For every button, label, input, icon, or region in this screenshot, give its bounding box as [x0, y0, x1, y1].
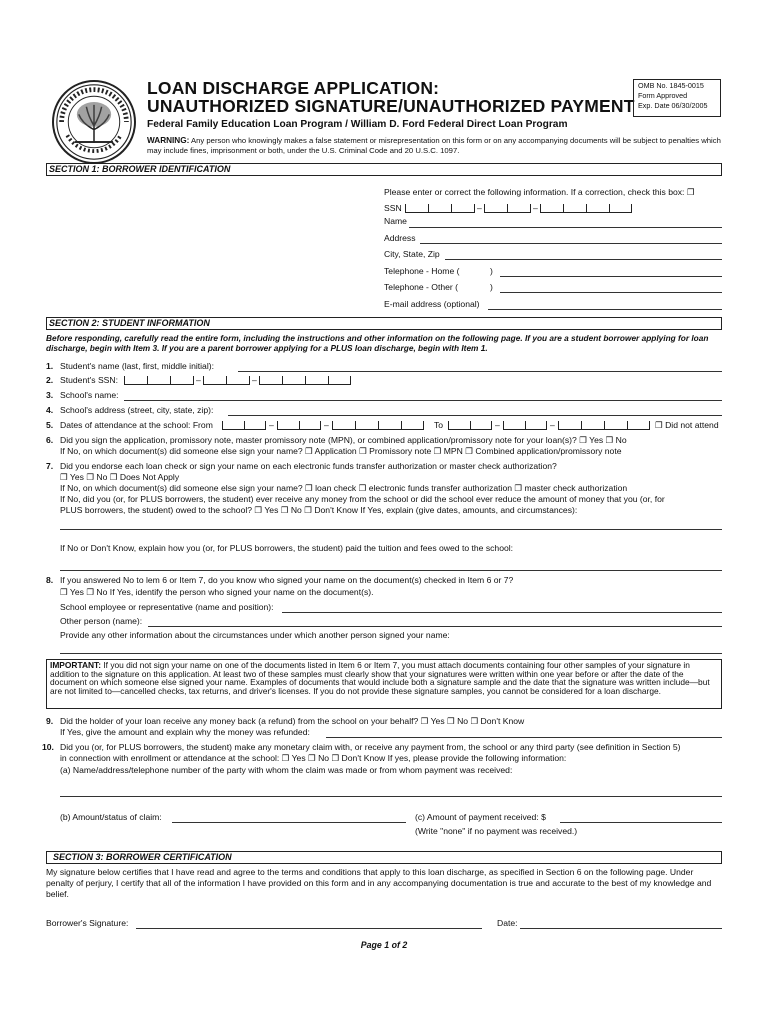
- warning-text: Any person who knowingly makes a false statement or misrepresentation on this form or on any accompanying documents will be subject to penalties which may include fines, imprisonment or both, under the U.S. Criminal Code and 20 U.S.C. 1097.: [147, 136, 721, 155]
- item9-number: 9.: [46, 716, 54, 726]
- to-label: To: [434, 420, 444, 430]
- borrower-ssn-field-2[interactable]: [484, 202, 531, 213]
- date-dash: –: [269, 420, 274, 430]
- item2-number: 2.: [46, 375, 54, 385]
- item10a-label: (a) Name/address/telephone number of the party with whom the claim was made or from whom payment was received:: [60, 765, 513, 775]
- borrower-city-field[interactable]: [445, 259, 722, 260]
- borrower-ssn-field-3[interactable]: [540, 202, 632, 213]
- item6-question[interactable]: Did you sign the application, promissory note, master promissory note (MPN), or combined application/promissory note for your loan(s)? ❐ Yes ❐ No: [60, 435, 627, 445]
- ssn-label: SSN: [384, 203, 402, 213]
- omb-box: [633, 79, 721, 117]
- item8-options[interactable]: ❐ Yes ❐ No If Yes, identify the person who signed your name on the document(s).: [60, 587, 374, 597]
- other-person-field[interactable]: [148, 626, 722, 627]
- to-month-field[interactable]: [448, 419, 492, 430]
- item3-label: School's name:: [60, 390, 119, 400]
- date-label: Date:: [497, 918, 518, 928]
- warning-notice: [147, 136, 722, 156]
- to-year-field[interactable]: [558, 419, 650, 430]
- important-notice: [46, 659, 722, 709]
- form-title-line2: UNAUTHORIZED SIGNATURE/UNAUTHORIZED PAYMENT: [147, 96, 635, 116]
- item5-number: 5.: [46, 420, 54, 430]
- item3-number: 3.: [46, 390, 54, 400]
- item8-other-person-label: Other person (name):: [60, 616, 143, 626]
- from-month-field[interactable]: [222, 419, 266, 430]
- ssn-dash: –: [533, 203, 538, 213]
- item8-circumstances-label: Provide any other information about the circumstances under which another person signed your name:: [60, 630, 450, 640]
- student-ssn-field-2[interactable]: [203, 374, 250, 385]
- page-number: Page 1 of 2: [360, 940, 408, 950]
- item10-number: 10.: [42, 742, 54, 752]
- department-seal-icon: [52, 80, 136, 164]
- item7-tuition-question: If No or Don't Know, explain how you (or, for PLUS borrowers, the student) paid the tuition and fees owed to the school:: [60, 543, 514, 553]
- item6-number: 6.: [46, 435, 54, 445]
- item7-followup-money: If No, did you (or, for PLUS borrowers, the student) ever receive any money from the school or did the school ever reduce the amount of money that you (or, for: [60, 494, 665, 504]
- item1-label: Student's name (last, first, middle initial):: [60, 361, 214, 371]
- section3-heading: [46, 851, 722, 864]
- city-label: City, State, Zip: [384, 249, 440, 259]
- warning-label: WARNING:: [147, 136, 190, 145]
- circumstances-field[interactable]: [60, 653, 722, 654]
- student-name-field[interactable]: [238, 371, 722, 372]
- item7-explain-field[interactable]: [60, 529, 722, 530]
- item8-school-employee-label: School employee or representative (name and position):: [60, 602, 274, 612]
- item7-number: 7.: [46, 461, 54, 471]
- important-label: IMPORTANT:: [50, 660, 102, 670]
- item4-number: 4.: [46, 405, 54, 415]
- school-address-field[interactable]: [228, 415, 722, 416]
- item9-question[interactable]: Did the holder of your loan receive any money back (a refund) from the school on your behalf? ❐ Yes ❐ No ❐ Don't Know: [60, 716, 525, 726]
- section1-heading: SECTION 1: BORROWER IDENTIFICATION: [46, 163, 722, 176]
- borrower-name-field[interactable]: [409, 227, 722, 228]
- item7-tuition-field[interactable]: [60, 570, 722, 571]
- borrower-ssn-field-1[interactable]: [405, 202, 475, 213]
- item10-question: Did you (or, for PLUS borrowers, the student) make any monetary claim with, or receive any payment from, the school or any third party (see definition in Section 5): [60, 742, 681, 752]
- tel-other-label: Telephone - Other (: [384, 282, 459, 292]
- payment-received-field[interactable]: [560, 822, 722, 823]
- borrower-address-field[interactable]: [420, 243, 722, 244]
- date-dash: –: [550, 420, 555, 430]
- section2-intro: Before responding, carefully read the entire form, including the instructions and other information on the following page. If you are a student borrower applying for loan discharge, begin with Item 3. If you are a parent borrower applying for a PLUS loan discharge, begin with Item 1.: [46, 333, 709, 353]
- item10-options[interactable]: in connection with enrollment or attendance at the school: ❐ Yes ❐ No ❐ Don't Know If yes, please provide the following information:: [60, 753, 567, 763]
- omb-expiry: Exp. Date 06/30/2005: [638, 101, 708, 110]
- signature-label: Borrower's Signature:: [46, 918, 129, 928]
- ssn-dash: –: [196, 375, 201, 385]
- student-ssn-field-3[interactable]: [259, 374, 351, 385]
- email-label: E-mail address (optional): [384, 299, 480, 309]
- tel-home-paren: ): [490, 266, 493, 276]
- section2-heading: SECTION 2: STUDENT INFORMATION: [46, 317, 722, 330]
- item2-label: Student's SSN:: [60, 375, 119, 385]
- tel-home-field[interactable]: [500, 276, 722, 277]
- item7-question: Did you endorse each loan check or sign your name on each electronic funds transfer authorization or master check authorization?: [60, 461, 557, 471]
- item10c-note: (Write "none" if no payment was received.): [415, 826, 578, 836]
- item9-followup: If Yes, give the amount and explain why the money was refunded:: [60, 727, 310, 737]
- item7-followup-documents[interactable]: If No, on which document(s) did someone else sign your name? ❐ loan check ❐ electronic funds transfer authorization ❐ master check authorization: [60, 483, 628, 493]
- item1-number: 1.: [46, 361, 54, 371]
- from-year-field[interactable]: [332, 419, 424, 430]
- name-label: Name: [384, 216, 407, 226]
- school-name-field[interactable]: [124, 400, 722, 401]
- claim-party-field[interactable]: [60, 796, 722, 797]
- from-day-field[interactable]: [277, 419, 321, 430]
- tel-home-label: Telephone - Home (: [384, 266, 460, 276]
- item4-label: School's address (street, city, state, zip):: [60, 405, 214, 415]
- correction-instruction: Please enter or correct the following information. If a correction, check this box: ❐: [384, 187, 695, 197]
- signature-date-field[interactable]: [520, 928, 722, 929]
- form-title-line1: LOAN DISCHARGE APPLICATION:: [147, 78, 440, 98]
- tel-other-paren: ): [490, 282, 493, 292]
- email-field[interactable]: [488, 309, 722, 310]
- borrower-signature-field[interactable]: [136, 928, 482, 929]
- ssn-dash: –: [477, 203, 482, 213]
- omb-number: OMB No. 1845-0015: [638, 81, 704, 90]
- item8-question: If you answered No to lem 6 or Item 7, do you know who signed your name on the document(s) checked in Item 6 or 7?: [60, 575, 514, 585]
- item5-label: Dates of attendance at the school: From: [60, 420, 213, 430]
- date-dash: –: [324, 420, 329, 430]
- tel-other-field[interactable]: [500, 292, 722, 293]
- did-not-attend-checkbox[interactable]: ❐ Did not attend: [655, 420, 719, 430]
- item10c-label: (c) Amount of payment received: $: [415, 812, 546, 822]
- section3-heading-text: SECTION 3: BORROWER CERTIFICATION: [53, 852, 232, 862]
- ssn-dash: –: [252, 375, 257, 385]
- item7-followup-owed[interactable]: PLUS borrowers, the student) owed to the school? ❐ Yes ❐ No ❐ Don't Know If Yes, explain (give dates, amounts, and circumstances):: [60, 505, 578, 515]
- address-label: Address: [384, 233, 416, 243]
- item7-options[interactable]: ❐ Yes ❐ No ❐ Does Not Apply: [60, 472, 180, 482]
- claim-amount-field[interactable]: [172, 822, 406, 823]
- omb-approved: Form Approved: [638, 91, 688, 100]
- date-dash: –: [495, 420, 500, 430]
- important-text: If you did not sign your name on one of the documents listed in Item 6 or Item 7, you must attach documents containing four other samples of your signature in addition to the signature on this application. At least two of these samples must clearly show that your signatures were written within one year before or after the date of the document on which someone else signed your name. Examples of documents that would include both a signature sample and the date that the signature was written include—but are not limited to—cancelled checks, tax returns, and driver's licenses. If you do not provide these signature samples, you cannot be considered for a loan discharge.: [50, 660, 710, 697]
- item10b-label: (b) Amount/status of claim:: [60, 812, 162, 822]
- certification-text: My signature below certifies that I have read and agree to the terms and conditions that apply to this loan discharge, as specified in Section 6 on the following page. Under penalty of perjury, I certify that all of the information I have provided on this form and in any accompanying documentation is true and accurate to the best of my knowledge and belief.: [46, 867, 712, 899]
- school-employee-field[interactable]: [282, 612, 722, 613]
- refund-explain-field[interactable]: [326, 737, 722, 738]
- item8-number: 8.: [46, 575, 54, 585]
- student-ssn-field-1[interactable]: [124, 374, 194, 385]
- item6-followup[interactable]: If No, on which document(s) did someone else sign your name? ❐ Application ❐ Promissory note ❐ MPN ❐ Combined application/promissory note: [60, 446, 622, 456]
- to-day-field[interactable]: [503, 419, 547, 430]
- program-subtitle: Federal Family Education Loan Program / William D. Ford Federal Direct Loan Program: [147, 119, 568, 130]
